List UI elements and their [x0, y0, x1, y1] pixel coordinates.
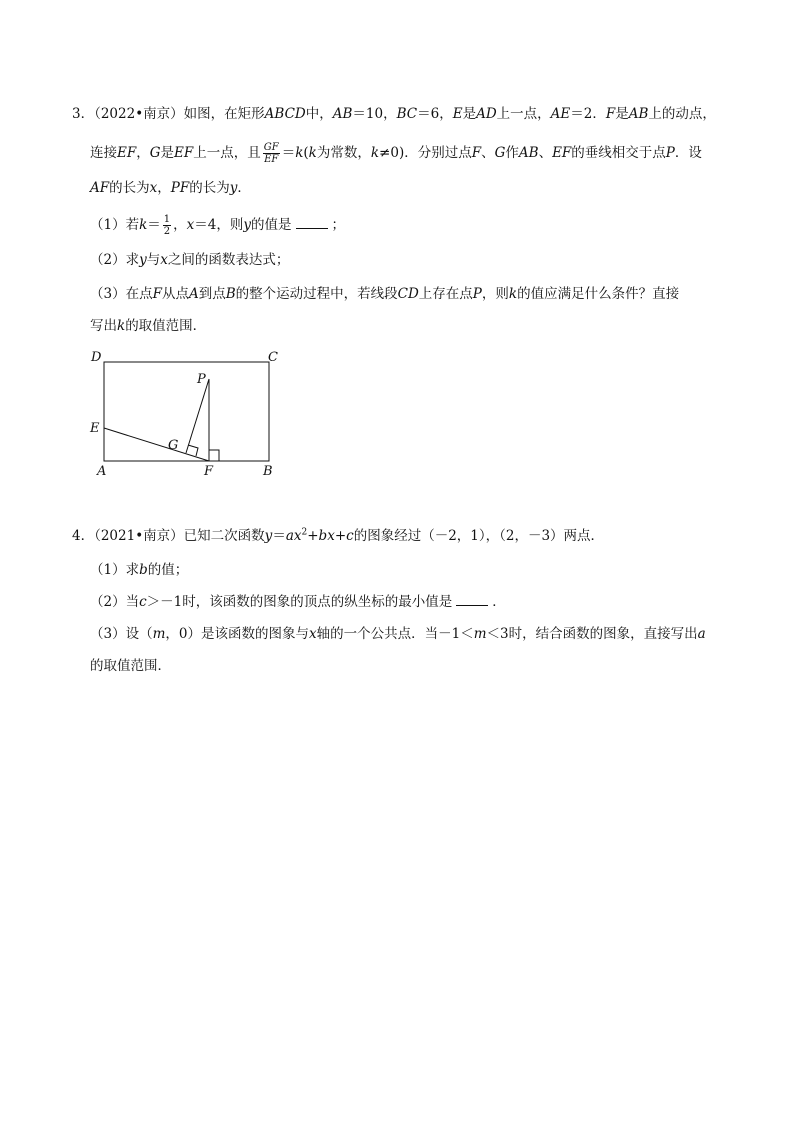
q4-text: ＜3时，结合函数的图象，直接写出 — [486, 626, 698, 642]
q4-var: y — [264, 528, 273, 544]
q3-var: AB — [518, 145, 539, 161]
q4-line-1 — [72, 526, 604, 546]
q4-var: a — [285, 528, 294, 544]
q3-var: A — [188, 286, 199, 302]
q4-source: （2021•南京） — [94, 528, 184, 544]
q3-text: 是 — [462, 106, 477, 122]
q3-var: F — [605, 106, 616, 122]
answer-blank[interactable] — [456, 593, 488, 606]
q4-text: ＝ — [272, 528, 286, 544]
label-g: G — [168, 438, 179, 453]
q4-var: a — [697, 626, 706, 642]
q4-text: 的值； — [147, 562, 189, 578]
q3-var: AB — [628, 106, 649, 122]
q3-source: （2022•南京） — [94, 106, 184, 122]
q3-part-3-line-2 — [90, 316, 206, 336]
q3-text: 从点 — [161, 286, 189, 302]
q3-var: k — [139, 217, 148, 233]
q4-part-3-line-2 — [90, 656, 171, 676]
q3-text: （2）求 — [90, 252, 140, 268]
q3-text: 的垂线相交于点 — [571, 145, 666, 161]
label-d: D — [91, 350, 102, 365]
q3-text: ．设 — [674, 145, 702, 161]
q4-var: m — [473, 626, 487, 642]
q4-part-3 — [90, 624, 706, 644]
label-b: B — [263, 464, 273, 479]
q3-text: ( — [303, 145, 309, 161]
label-c: C — [268, 350, 278, 365]
q3-text: 与 — [146, 252, 161, 268]
q3-text: 的整个运动过程中，若线段 — [235, 286, 398, 302]
q3-var: AD — [476, 106, 497, 122]
q4-text: （2）当 — [90, 594, 140, 610]
q3-text: 连接 — [90, 145, 117, 161]
q3-var: k — [308, 145, 317, 161]
q3-text: ＝4，则 — [194, 217, 244, 233]
q4-text: + — [307, 528, 319, 544]
q4-text: ＞－1时，该函数的图象的顶点的纵坐标的最小值是 — [146, 594, 453, 610]
label-f: F — [204, 464, 214, 479]
fraction-numerator: GF — [263, 142, 279, 153]
q3-text: ，则 — [481, 286, 509, 302]
q3-text: 的值应满足什么条件？直接 — [517, 286, 680, 302]
segment-pg — [186, 379, 209, 453]
q3-var: F — [152, 286, 162, 302]
q4-text: + — [334, 528, 347, 544]
q3-var: k — [295, 145, 304, 161]
q3-var: F — [471, 145, 482, 161]
q3-text: ＝6， — [417, 106, 453, 122]
q3-var: k — [508, 286, 518, 302]
fraction-numerator: 1 — [163, 214, 171, 225]
q4-var: x — [293, 528, 302, 544]
q3-text: 的值是 — [251, 217, 292, 233]
right-angle-mark-f — [209, 450, 219, 461]
q3-text: ， — [173, 217, 187, 233]
q4-var: c — [346, 528, 354, 544]
q3-text: ． — [237, 180, 251, 196]
q3-text: 写出 — [90, 318, 117, 334]
q3-text: 是 — [615, 106, 629, 122]
q3-text: 的长为 — [189, 180, 230, 196]
q3-var: AB — [332, 106, 353, 122]
q3-text: 的取值范围． — [125, 318, 207, 334]
q4-part-1 — [90, 560, 188, 580]
q3-var: x — [160, 252, 168, 268]
label-a: A — [97, 464, 107, 479]
q4-part-2 — [90, 592, 506, 612]
q3-text: 上一点， — [496, 106, 551, 122]
q3-number: 3． — [72, 106, 95, 122]
q3-var: k — [117, 318, 126, 334]
q3-text: 、 — [481, 145, 495, 161]
half-fraction — [163, 214, 171, 237]
label-e: E — [90, 421, 100, 436]
q3-text: 如图，在矩形 — [183, 106, 265, 122]
q3-var: P — [472, 286, 482, 302]
q3-var: G — [149, 145, 161, 161]
q3-part-3 — [90, 284, 679, 304]
q3-text: 到点 — [198, 286, 226, 302]
q3-text: 为常数， — [316, 145, 371, 161]
q3-text: 上的动点， — [648, 106, 716, 122]
q3-var: k — [370, 145, 380, 161]
q3-text: ＝10， — [352, 106, 397, 122]
q3-var: BC — [396, 106, 418, 122]
q3-text: （3）在点 — [90, 286, 153, 302]
q3-text: 是 — [160, 145, 175, 161]
fraction-denominator: EF — [264, 154, 279, 165]
q3-text: ， — [136, 145, 150, 161]
q4-var: b — [318, 528, 328, 544]
q3-line-1 — [72, 104, 716, 124]
q3-var: x — [149, 180, 158, 196]
q3-text: 上存在点 — [418, 286, 473, 302]
q3-var: B — [225, 286, 236, 302]
q3-text: ； — [331, 217, 346, 233]
exponent: 2 — [301, 527, 308, 538]
q4-var: b — [139, 562, 148, 578]
q4-text: 的图象经过（－2，1），（2，－3）两点． — [353, 528, 605, 544]
q4-number: 4． — [72, 528, 95, 544]
q4-text: 已知二次函数 — [183, 528, 265, 544]
q3-var: E — [452, 106, 463, 122]
q4-text: 的取值范围． — [90, 658, 171, 674]
q3-part-1 — [90, 214, 345, 237]
q4-var: c — [139, 594, 147, 610]
q3-var: PF — [170, 180, 190, 196]
q3-var: CD — [397, 286, 419, 302]
q3-text: （1）若 — [90, 217, 140, 233]
q4-text: （1）求 — [90, 562, 140, 578]
q4-text: （3）设（ — [90, 626, 153, 642]
q4-var: x — [327, 528, 335, 544]
q3-text: ＝2． — [570, 106, 606, 122]
q3-text: 的长为 — [109, 180, 150, 196]
q3-part-2 — [90, 250, 289, 270]
q3-text: 中， — [305, 106, 333, 122]
q3-var: EF — [174, 145, 194, 161]
q3-text: ， — [157, 180, 171, 196]
q4-text: 轴的一个公共点．当－1＜ — [316, 626, 474, 642]
fraction-denominator: 2 — [163, 226, 171, 237]
q3-var: P — [665, 145, 675, 161]
q3-var: y — [139, 252, 147, 268]
q3-var: x — [186, 217, 195, 233]
q3-text: ≠0)．分别过点 — [379, 145, 472, 161]
q3-line-2 — [90, 142, 702, 165]
q3-var: y — [243, 217, 252, 233]
q3-line-3 — [90, 178, 251, 198]
q3-text: ＝ — [147, 217, 161, 233]
answer-blank[interactable] — [296, 216, 328, 229]
q3-text: 上一点，且 — [193, 145, 261, 161]
q3-text: ＝ — [281, 145, 296, 161]
q3-var: AE — [550, 106, 571, 122]
q3-var: ABCD — [264, 106, 306, 122]
q3-text: 、 — [538, 145, 553, 161]
q3-text: 作 — [505, 145, 519, 161]
q4-text: ． — [492, 594, 506, 610]
q3-var: G — [494, 145, 506, 161]
rectangle-figure — [86, 345, 286, 480]
label-p: P — [197, 372, 206, 387]
q4-text: ，0）是该函数的图象与 — [165, 626, 309, 642]
q3-var: EF — [552, 145, 572, 161]
q4-var: m — [152, 626, 166, 642]
q4-var: x — [309, 626, 317, 642]
q3-var: EF — [117, 145, 137, 161]
q3-var: y — [229, 180, 238, 196]
segment-ef — [104, 428, 209, 461]
rectangle-abcd — [104, 362, 269, 461]
q3-var: AF — [90, 180, 110, 196]
q3-ratio-fraction — [263, 142, 280, 165]
q3-text: 之间的函数表达式； — [167, 252, 290, 268]
